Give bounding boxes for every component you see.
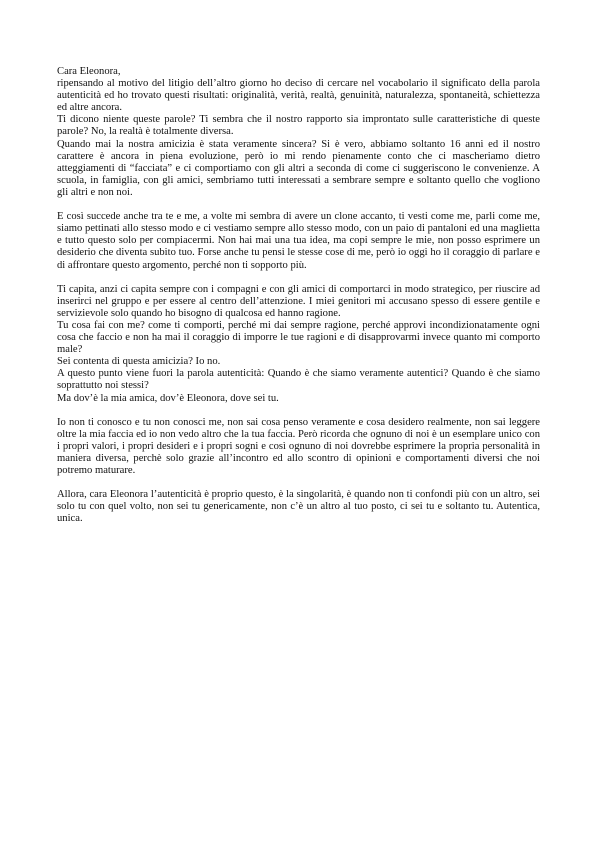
paragraph-10: Io non ti conosco e tu non conosci me, non sai cosa penso veramente e cosa desidero realmente, non sai leggere oltre la mia faccia ed io non vedo altro che la tua faccia. Però ricorda che ognuno di noi è un esemplare unico con i propri valori, i propri desideri e i propri sogni e così ognuno di noi dovrebbe esprimere la propria personalità in maniera diversa, perchè solo grazie all’incontro ed allo scontro di opinioni e comportamenti diversi che noi potremo maturare. xyxy=(57,416,540,477)
paragraph-1: ripensando al motivo del litigio dell’altro giorno ho deciso di cercare nel vocabolario il significato della parola autenticità ed ho trovato questi risultati: originalità, verità, realtà, genuinità, naturalezza, spontaneità, schiettezza ed altre ancora. xyxy=(57,78,540,114)
paragraph-gap xyxy=(57,477,540,489)
salutation: Cara Eleonora, xyxy=(57,66,121,77)
letter-body xyxy=(57,66,540,526)
paragraph-gap xyxy=(57,199,540,211)
paragraph-4: E così succede anche tra te e me, a volte mi sembra di avere un clone accanto, ti vesti come me, parli come me, siamo pettinati allo stesso modo e ci vestiamo sempre allo stesso modo, con un paio di pantaloni ed una maglietta e tutto questo solo per compiacermi. Non hai mai una tua idea, ma copi sempre le mie, non posso esprimere un desiderio che diventa subito tuo. Forse anche tu pensi le stesse cose di me, però io oggi ho il coraggio di parlare e di affrontare questo argomento, perché non ti sopporto più. xyxy=(57,211,540,271)
paragraph-7: Sei contenta di questa amicizia? Io no. xyxy=(57,356,221,368)
paragraph-2: Ti dicono niente queste parole? Ti sembra che il nostro rapporto sia improntato sulle caratteristiche di queste parole? No, la realtà è totalmente diversa. xyxy=(57,114,540,138)
paragraph-gap xyxy=(57,272,540,284)
paragraph-8: A questo punto viene fuori la parola autenticità: Quando è che siamo veramente autentici? Quando è che siamo soprattutto noi stessi? xyxy=(57,368,540,392)
paragraph-5: Ti capita, anzi ci capita sempre con i compagni e con gli amici di comportarci in modo strategico, per riuscire ad inserirci nel gruppo e per essere al centro dell’attenzione. I miei genitori mi accusano spesso di essere gentile e servizievole solo quando ho bisogno di qualcosa ed hanno ragione. xyxy=(57,283,540,319)
paragraph-3: Quando mai la nostra amicizia è stata veramente sincera? Si è vero, abbiamo soltanto 16 anni ed il nostro carattere è ancora in piena evoluzione, però io mi rendo pienamente conto che ci mascheriamo dietro atteggiamenti di “facciata” e ci comportiamo con gli altri a seconda di come ci suggeriscono le convenienze. A scuola, in famiglia, con gli amici, sembriamo tutti interessati a sembrare sempre e soltanto quello che vogliono gli altri e non noi. xyxy=(57,138,540,198)
paragraph-gap xyxy=(57,405,540,417)
paragraph-9: Ma dov’è la mia amica, dov’è Eleonora, dove sei tu. xyxy=(57,392,279,404)
paragraph-11: Allora, cara Eleonora l’autenticità è proprio questo, è la singolarità, è quando non ti confondi più con un altro, sei solo tu con quel volto, non sei tu genericamente, non c’è un altro al tuo posto, ci sei tu e soltanto tu. Autentica, unica. xyxy=(57,489,540,525)
paragraph-6: Tu cosa fai con me? come ti comporti, perché mi dai sempre ragione, perché approvi incondizionatamente ogni cosa che faccio e non ha mai il coraggio di imporre le tue ragioni e di disapprovarmi invece quanto mi comporto male? xyxy=(57,319,540,356)
